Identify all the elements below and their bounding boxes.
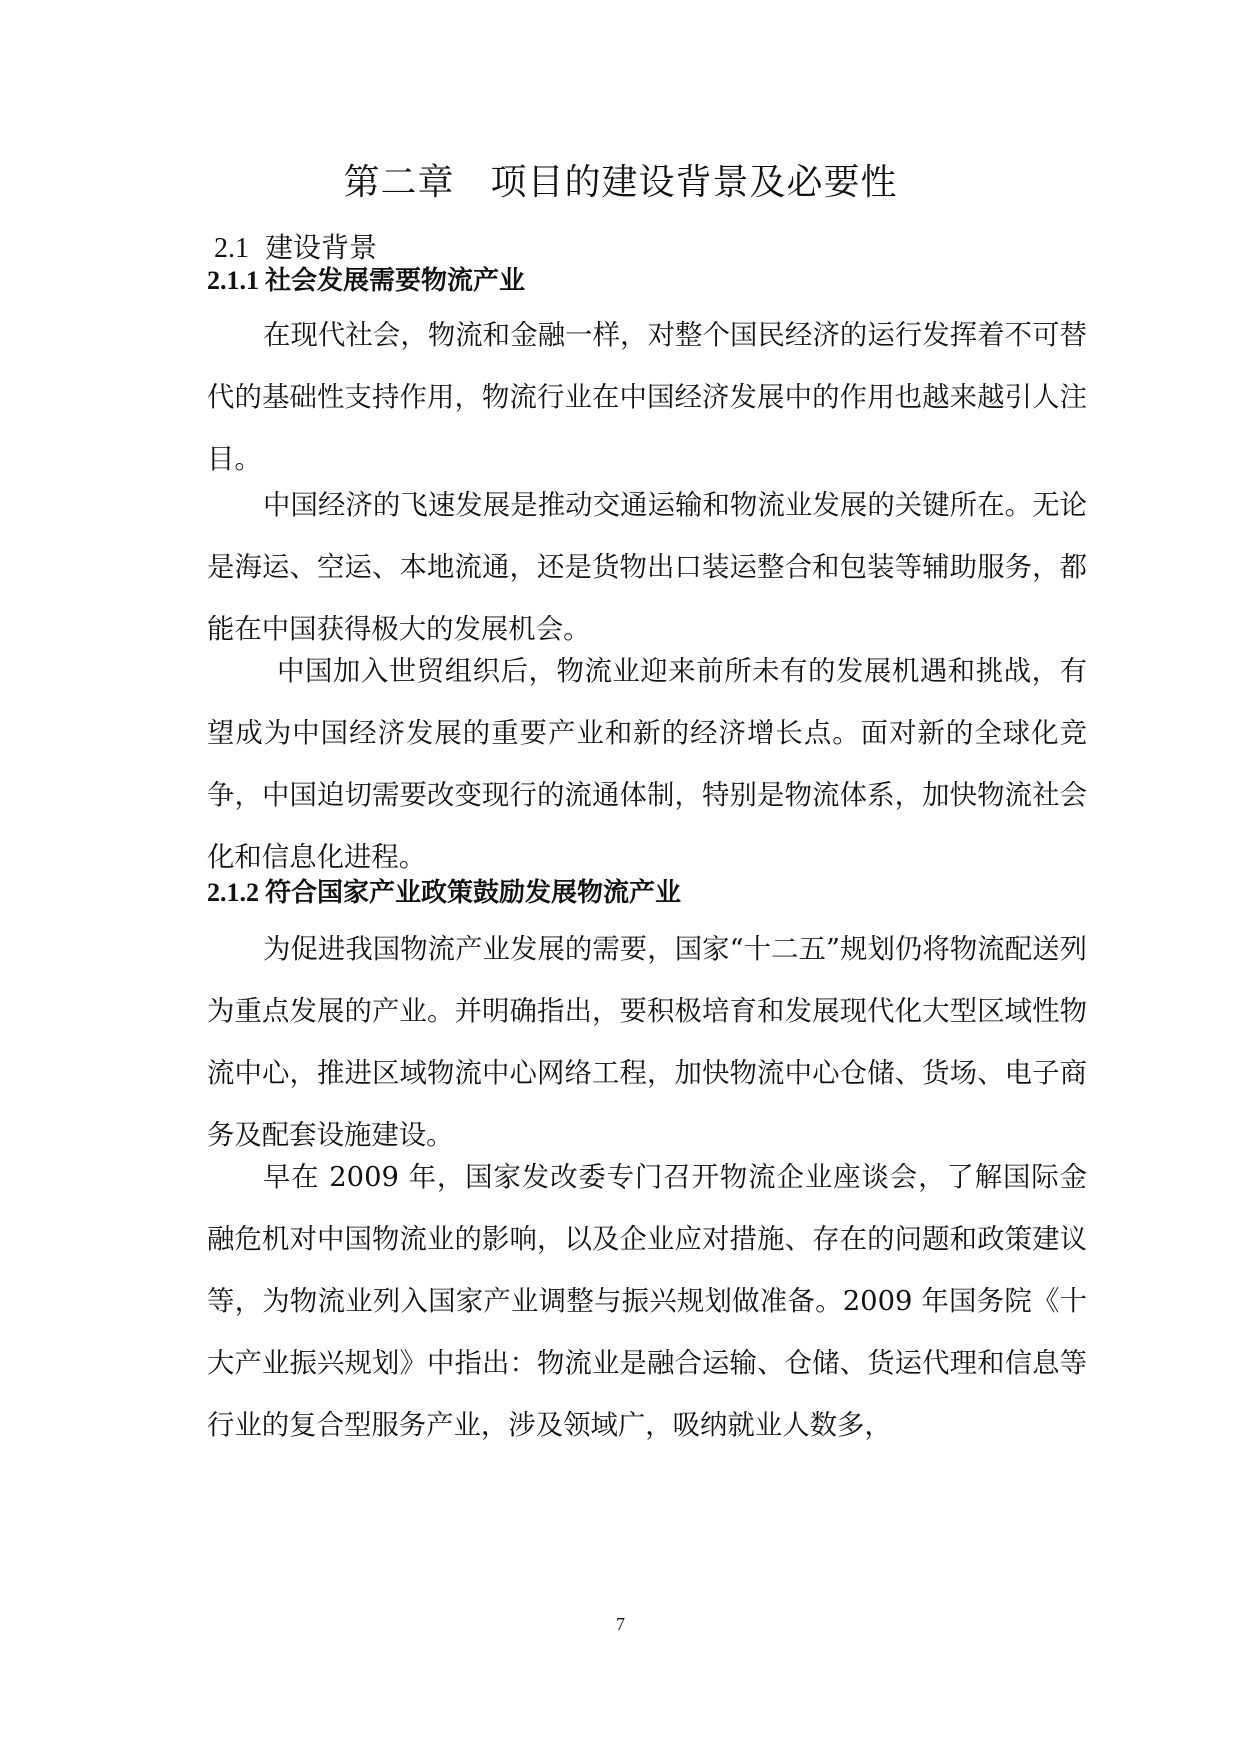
page-number: 7: [616, 1614, 625, 1634]
paragraph: 中国经济的飞速发展是推动交通运输和物流业发展的关键所在。无论是海运、空运、本地流通，还是货物出口装运整合和包装等辅助服务，都能在中国获得极大的发展机会。: [207, 490, 1087, 645]
paragraph: 为促进我国物流产业发展的需要，国家“十二五”规划仍将物流配送列为重点发展的产业。并明确指出，要积极培育和发展现代化大型区域性物流中心，推进区域物流中心网络工程，加快物流中心仓储、货场、电子商务及配套设施建设。: [207, 934, 1087, 1151]
section-title-text: 建设背景: [265, 231, 378, 264]
chapter-title: [0, 158, 1241, 208]
paragraph: 在现代社会，物流和金融一样，对整个国民经济的运行发挥着不可替代的基础性支持作用，物流行业在中国经济发展中的作用也越来越引人注目。: [207, 320, 1087, 475]
subsection-number: 2.1.2: [207, 878, 259, 907]
paragraph: 中国加入世贸组织后，物流业迎来前所未有的发展机遇和挑战，有望成为中国经济发展的重要产业和新的经济增长点。面对新的全球化竞争，中国迫切需要改变现行的流通体制，特别是物流体系，加快物流社会化和信息化进程。: [207, 656, 1087, 873]
subsection-title: [207, 875, 681, 911]
subsection-title: [207, 263, 525, 299]
chapter-number: 第二章: [343, 162, 455, 203]
subsection-title-text: 符合国家产业政策鼓励发展物流产业: [265, 878, 682, 908]
chapter-title-text: 项目的建设背景及必要性: [490, 162, 898, 203]
subsection-title-text: 社会发展需要物流产业: [265, 266, 526, 296]
paragraph: 早在 2009 年，国家发改委专门召开物流企业座谈会，了解国际金融危机对中国物流业的影响，以及企业应对措施、存在的问题和政策建议等，为物流业列入国家产业调整与振兴规划做准备。2009 年国务院《十大产业振兴规划》中指出：物流业是融合运输、仓储、货运代理和信息等行业的复合型服务产业，涉及领域广，吸纳就业人数多，: [207, 1162, 1087, 1441]
subsection-number: 2.1.1: [207, 266, 259, 295]
section-number: 2.1: [214, 233, 249, 264]
